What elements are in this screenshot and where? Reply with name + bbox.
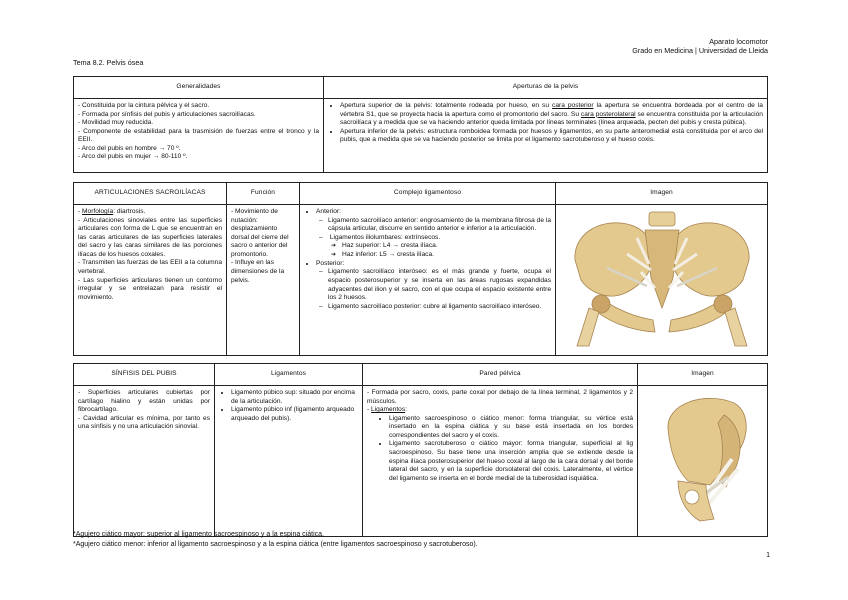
left-ilium — [574, 223, 652, 296]
gen-line: - Arco del pubis en hombre → 70 º. — [78, 144, 181, 152]
gen-line: - Arco del pubis en mujer → 80-110 º. — [78, 153, 188, 161]
aperturas-header: Aperturas de la pelvis — [324, 77, 768, 99]
morfologia-line: - Morfología: diartrosis. — [78, 208, 146, 215]
sinfisis-line: - Superficies articulares cubiertas por cartílago hialino y están unidas por fibrocartílago. — [78, 389, 210, 414]
gen-line: - Movilidad muy reducida. — [78, 119, 154, 127]
sacroiliacas-cell — [74, 205, 227, 356]
funcion-header: Función — [227, 183, 300, 205]
pared-header: Pared pélvica — [363, 364, 638, 386]
imagen-header: Imagen — [638, 364, 768, 386]
topic-title: Tema 8.2. Pelvis ósea — [73, 58, 144, 67]
right-ilium — [670, 223, 748, 296]
footnote-minor: *Agujero ciático menor: inferior al ligamento sacroespinoso y a la espina ciática (entre ligamentos sacroespinoso y sacrotuberoso). — [73, 541, 478, 548]
complejo-header: Complejo ligamentoso — [300, 183, 556, 205]
generalidades-cell — [74, 99, 324, 173]
ligamentos-label: - Ligamentos: — [367, 406, 407, 414]
footnote-major: *Agujero ciático mayor: superior al ligamento sacroespinoso y a la espina ciática. — [73, 531, 324, 538]
sinfisis-header: SÍNFISIS DEL PUBIS — [74, 364, 215, 386]
sacro-line: - Transmiten las fuerzas de las EEII a la columna vertebral. — [78, 259, 222, 275]
funcion-cell — [227, 205, 300, 356]
complejo-cell — [300, 205, 556, 356]
lig-item: • Ligamento púbico sup: situado por encima de la articulación. — [231, 389, 358, 406]
imagen-header: Imagen — [556, 183, 768, 205]
sacro-line: - Las superficies articulares tienen un contorno irregular y se entrelazan para resistir el movimiento. — [78, 276, 222, 301]
sinfisis-cell — [74, 386, 215, 537]
left-femur — [577, 308, 599, 346]
funcion-line: - Movimiento de nutación: desplazamiento dorsal del cierre del sacro o anterior del promontorio. — [231, 208, 289, 258]
lig-item: – Ligamentos iliolumbares: extrínsecos. ➔ Haz superior: L4 → cresta ilíaca. ➔ Haz inferior: L5 → cresta ilíaca. — [328, 234, 551, 260]
sacroiliacas-table — [73, 182, 768, 356]
sacroiliacas-header: ARTICULACIONES SACROILÍACAS — [74, 183, 227, 205]
ligamentos-cell — [215, 386, 363, 537]
ligamentos-header: Ligamentos — [215, 364, 363, 386]
posterior-group: • Posterior: – Ligamento sacroilíaco interóseo: es el más grande y fuerte, ocupa el espacio posterosuperior y se inserta en las áreas rugosas expandidas adyacentes del ilion y el sacro, con el que ocupa el espacio existente entre los 2 huesos. – Ligamento sacroilíaco posterior: cubre al ligamento sacroilíaco interóseo. — [316, 260, 551, 311]
pared-item: • Ligamento sacroespinoso o ciático menor: forma triangular, su vértice está insertado en la espina ciática y su base está insertada en los bordes correspondientes del sacro y el coxis. — [389, 415, 633, 441]
haz-item: ➔ Haz superior: L4 → cresta ilíaca. — [342, 242, 551, 251]
aperturas-cell — [324, 99, 768, 173]
pared-intro: - Formada por sacro, coxis, parte coxal por debajo de la línea terminal, 2 ligamentos y 2 músculos. — [367, 389, 633, 405]
lig-item: – Ligamento sacroilíaco posterior: cubre al ligamento sacroilíaco interóseo. — [328, 303, 551, 312]
apertura-superior: • Apertura superior de la pelvis: totalmente rodeada por hueso, en su cara posterior la apertura se encuentra bordeada por el centro de la vértebra S1, que se proyecta hacia la apertura como el promontorio del sacro. Su cara posterolateral se encuentra constituida por la articulación sacroilíaca y a medida que se va haciendo anterior queda limitada por líneas terminales (línea arqueada, pecten del pubis y cresta púbica). — [340, 102, 763, 128]
apertura-inferior: • Apertura inferior de la pelvis: estructura romboidea formada por huesos y ligamentos, en su parte anteromedial está constituida por el arco del pubis, que a medida que se va haciendo posterior se limita por el ligamento sacrotuberoso y el hueso coxis. — [340, 128, 763, 145]
pelvis-image-cell — [556, 205, 768, 356]
lig-item: • Ligamento púbico inf (ligamento arqueado arqueado del pubis). — [231, 406, 358, 423]
generalidades-header: Generalidades — [74, 77, 324, 99]
pelvis-illustration — [567, 208, 757, 348]
header-course: Aparato locomotor — [709, 37, 768, 46]
lig-item: – Ligamento sacroilíaco anterior: engrosamiento de la membrana fibrosa de la cápsula articular, discurre en sentido anterior e inferior a la articulación. — [328, 217, 551, 234]
haz-item: ➔ Haz inferior: L5 → cresta ilíaca. — [342, 251, 551, 260]
lateral-obturator — [685, 490, 699, 504]
sinfisis-table — [73, 363, 768, 537]
funcion-line: - Influye en las dimensiones de la pelvis. — [231, 259, 285, 284]
l5-vertebra — [649, 212, 675, 226]
header-degree: Grado en Medicina | Universidad de Lleida — [632, 46, 768, 55]
pared-cell — [363, 386, 638, 537]
pelvis-lateral-illustration — [648, 389, 758, 529]
sinfisis-line: - Cavidad articular es mínima, por tanto es una sínfisis y no una articulación sinovial. — [78, 414, 210, 431]
gen-line: - Componente de estabilidad para la trasmisión de fuerzas entre el tronco y la EEII. — [78, 127, 319, 144]
gen-line: - Constituida por la cintura pélvica y el sacro. — [78, 102, 210, 109]
pelvis-lateral-image-cell — [638, 386, 768, 537]
gen-line: - Formada por sínfisis del pubis y articulaciones sacroilíacas. — [78, 110, 256, 118]
generalidades-table — [73, 76, 768, 173]
anterior-group: • Anterior: – Ligamento sacroilíaco anterior: engrosamiento de la membrana fibrosa de la cápsula articular, discurre en sentido anterior e inferior a la articulación. – Ligamentos iliolumbares: extrínsecos. ➔ Haz superior: L4 → cresta ilíaca. ➔ Haz inferior: L5 → cresta ilíaca. — [316, 208, 551, 260]
page-number: 1 — [766, 552, 770, 559]
right-femur — [725, 308, 747, 346]
sacro-line: - Articulaciones sinoviales entre las superficies articulares con forma de L que se encuentran en las caras articulares de las superficies laterales del sacro y las caras similares de las porciones ilíacas de los huesos coxales. — [78, 216, 222, 258]
lig-item: – Ligamento sacroilíaco interóseo: es el más grande y fuerte, ocupa el espacio posterosuperior y se inserta en las áreas rugosas expandidas adyacentes del ilion y el sacro, con el que ocupa el espacio existente entre los 2 huesos. — [328, 268, 551, 302]
pared-item: • Ligamento sacrotuberoso o ciático mayor: forma triangular, superficial al lig sacroespinoso. Su base tiene una inserción amplia que se extiende desde la espina ilíaca posterosuperior del hueso coxal al largo de la cara dorsal y del borde lateral del sacro, y en la superficie dorsolateral del coxis. Lateralmente, el vértice del ligamento se inserta en el borde medial de la tuberosidad isquiática. — [389, 440, 633, 483]
